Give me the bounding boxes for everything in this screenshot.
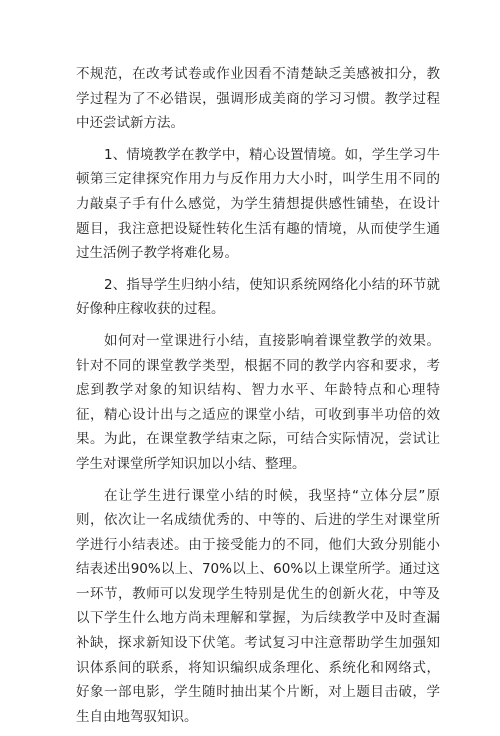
paragraph-situational-teaching: 1、情境教学在教学中，精心设置情境。如，学生学习牛顿第三定律探究作用力与反作用力大小时，叫学生用不同的力敲桌子手有什么感觉，为学生猜想提供感性铺垫，在设计题目，我注意把设疑性转化生活有趣的情境，从而使学生通过生活例子教学将难化易。 [76, 146, 440, 262]
paragraph-summary-guidance: 2、指导学生归纳小结，使知识系统网络化小结的环节就好像种庄稼收获的过程。 [76, 276, 440, 318]
paragraph-continuation: 不规范，在改考试卷或作业因看不清楚缺乏美感被扣分，教学过程为了不必错误，强调形成美商的学习习惯。教学过程中还尝试新方法。 [76, 66, 440, 132]
paragraph-layered-summary: 在让学生进行课堂小结的时候，我坚持“立体分层”原则，依次让一名成绩优秀的、中等的、后进的学生对课堂所学进行小结表述。由于接受能力的不同，他们大致分别能小结表述出90%以上、70%以上、60%以上课堂所学。通过这一环节，教师可以发现学生特别是优生的创新火花，中等及以下学生什么地方尚未理解和掌握，为后续教学中及时查漏补缺，探求新知设下伏笔。考试复习中注意帮助学生加强知识体系间的联系，将知识编织成条理化、系统化和网络式，好象一部电影，学生随时抽出某个片断，对上题目击破，学生自由地驾驭知识。 [76, 487, 440, 725]
paragraph-lesson-summary: 如何对一堂课进行小结，直接影响着课堂教学的效果。针对不同的课堂教学类型，根据不同的教学内容和要求，考虑到教学对象的知识结构、智力水平、年龄特点和心理特征，精心设计出与之适应的课堂小结，可收到事半功倍的效果。为此，在课堂教学结束之际，可结合实际情况，尝试让学生对课堂所学知识加以小结、整理。 [76, 332, 440, 472]
document-body [76, 62, 440, 736]
